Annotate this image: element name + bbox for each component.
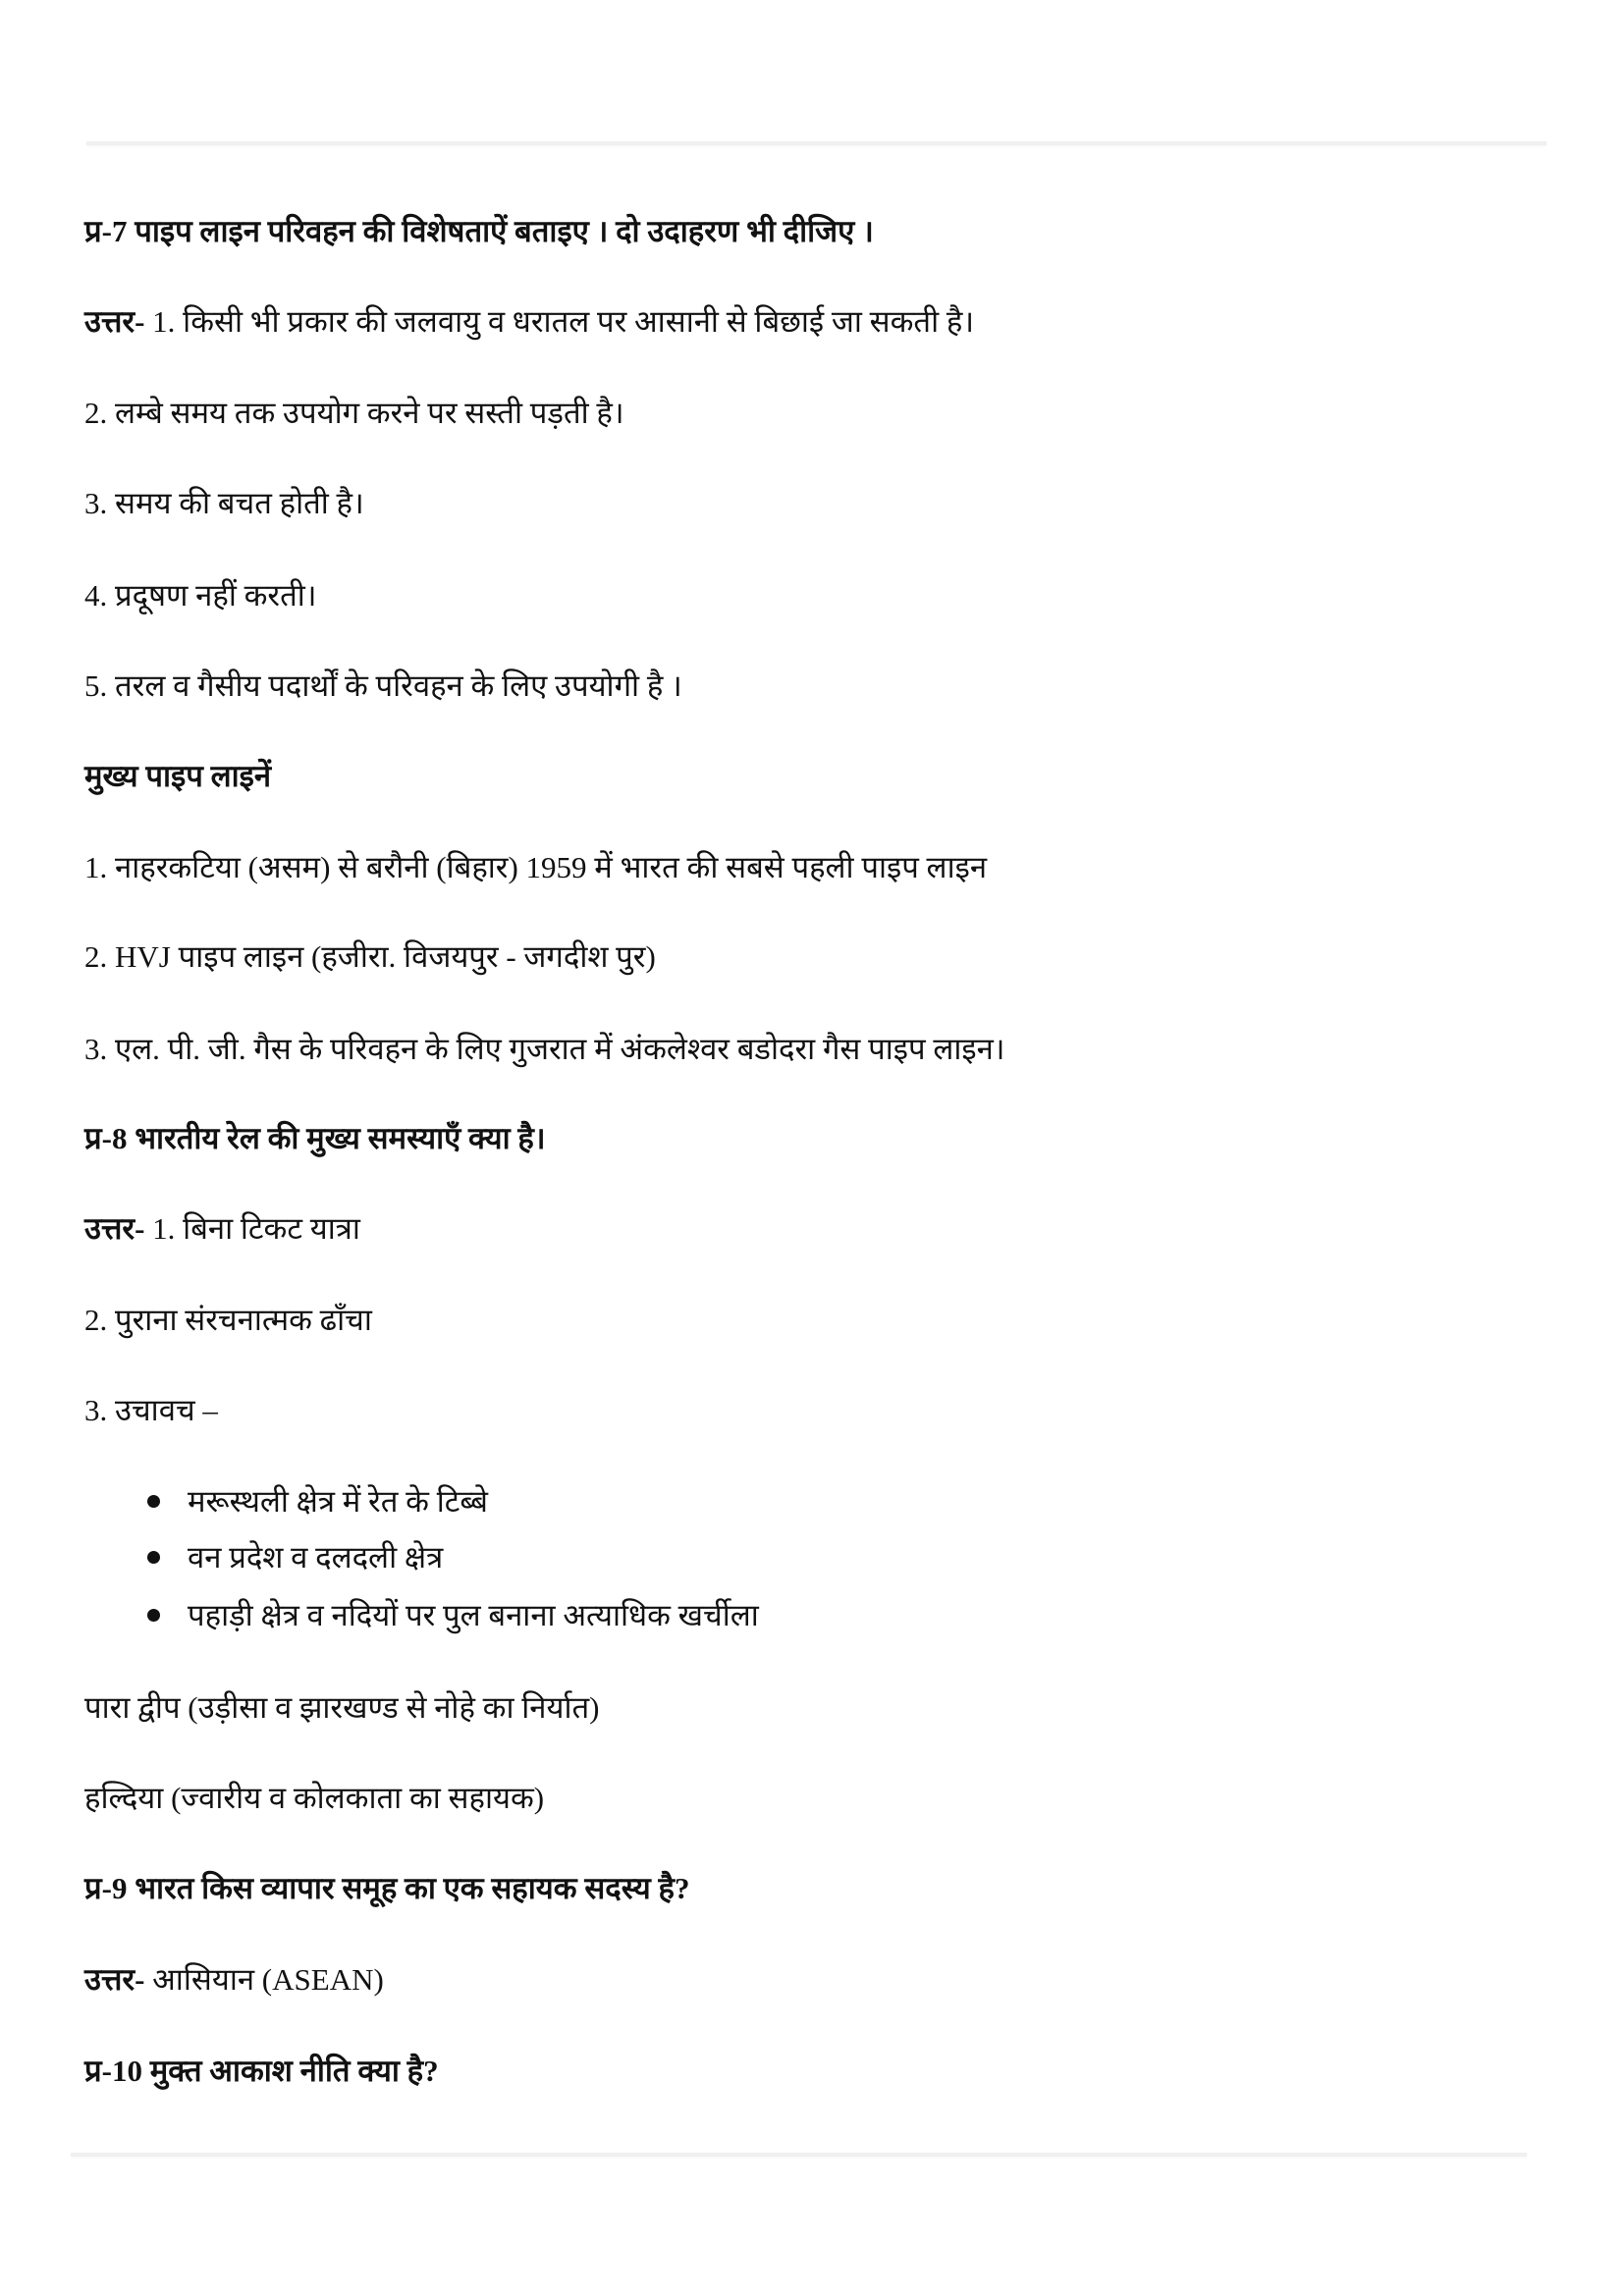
pipeline-3: 3. एल. पी. जी. गैस के परिवहन के लिए गुजरात में अंकलेश्वर बडोदरा गैस पाइप लाइन। [84,1032,1005,1066]
bullet-item [147,1596,759,1635]
bullet-icon [147,1551,160,1564]
answer-label: उत्तर- [84,304,145,339]
answer-8-point-2: 2. पुराना संरचनात्मक ढाँचा [84,1303,372,1337]
bullet-icon [147,1495,160,1508]
answer-7-first [84,302,974,342]
pipeline-1: 1. नाहरकटिया (असम) से बरौनी (बिहार) 1959 में भारत की सबसे पहली पाइप लाइन [84,850,988,884]
bullet-text: मरूस्थली क्षेत्र में रेत के टिब्बे [188,1484,488,1519]
answer-7-point-5: 5. तरल व गैसीय पदार्थों के परिवहन के लिए उपयोगी है । [84,668,682,703]
question-7: प्र-7 पाइप लाइन परिवहन की विशेषताऐं बताइए । दो उदाहरण भी दीजिए । [84,214,874,248]
answer-7-point-3: 3. समय की बचत होती है। [84,486,364,520]
port-haldia: हल्दिया (ज्वारीय व कोलकाता का सहायक) [84,1781,545,1815]
question-8: प्र-8 भारतीय रेल की मुख्य समस्याएँ क्या है। [84,1121,546,1155]
bullet-text: वन प्रदेश व दलदली क्षेत्र [188,1540,444,1575]
top-divider [86,141,1546,145]
question-10: प्र-10 मुक्त आकाश नीति क्या है? [84,2054,439,2088]
answer-7-point-2: 2. लम्बे समय तक उपयोग करने पर सस्ती पड़ती है। [84,396,624,430]
bullet-item [147,1538,443,1577]
answer-8-first [84,1209,360,1249]
pipelines-subheading: मुख्य पाइप लाइनें [84,759,272,793]
answer-7-point-4: 4. प्रदूषण नहीं करती। [84,578,317,613]
bottom-divider [71,2153,1527,2157]
port-paradip: पारा द्वीप (उड़ीसा व झारखण्ड से नोहे का निर्यात) [84,1690,600,1725]
answer-text: 1. बिना टिकट यात्रा [144,1211,360,1246]
answer-text: आसियान (ASEAN) [144,1962,384,1997]
answer-label: उत्तर- [84,1962,145,1997]
bullet-text: पहाड़ी क्षेत्र व नदियों पर पुल बनाना अत्याधिक खर्चीला [188,1598,759,1632]
bullet-icon [147,1609,160,1622]
answer-8-point-3: 3. उचावच – [84,1393,218,1427]
bullet-item [147,1482,488,1522]
answer-9 [84,1960,384,2000]
question-9: प्र-9 भारत किस व्यापार समूह का एक सहायक सदस्य है? [84,1871,690,1905]
answer-label: उत्तर- [84,1211,145,1246]
pipeline-2: 2. HVJ पाइप लाइन (हजीरा. विजयपुर - जगदीश पुर) [84,939,656,974]
answer-text: 1. किसी भी प्रकार की जलवायु व धरातल पर आसानी से बिछाई जा सकती है। [144,304,975,339]
